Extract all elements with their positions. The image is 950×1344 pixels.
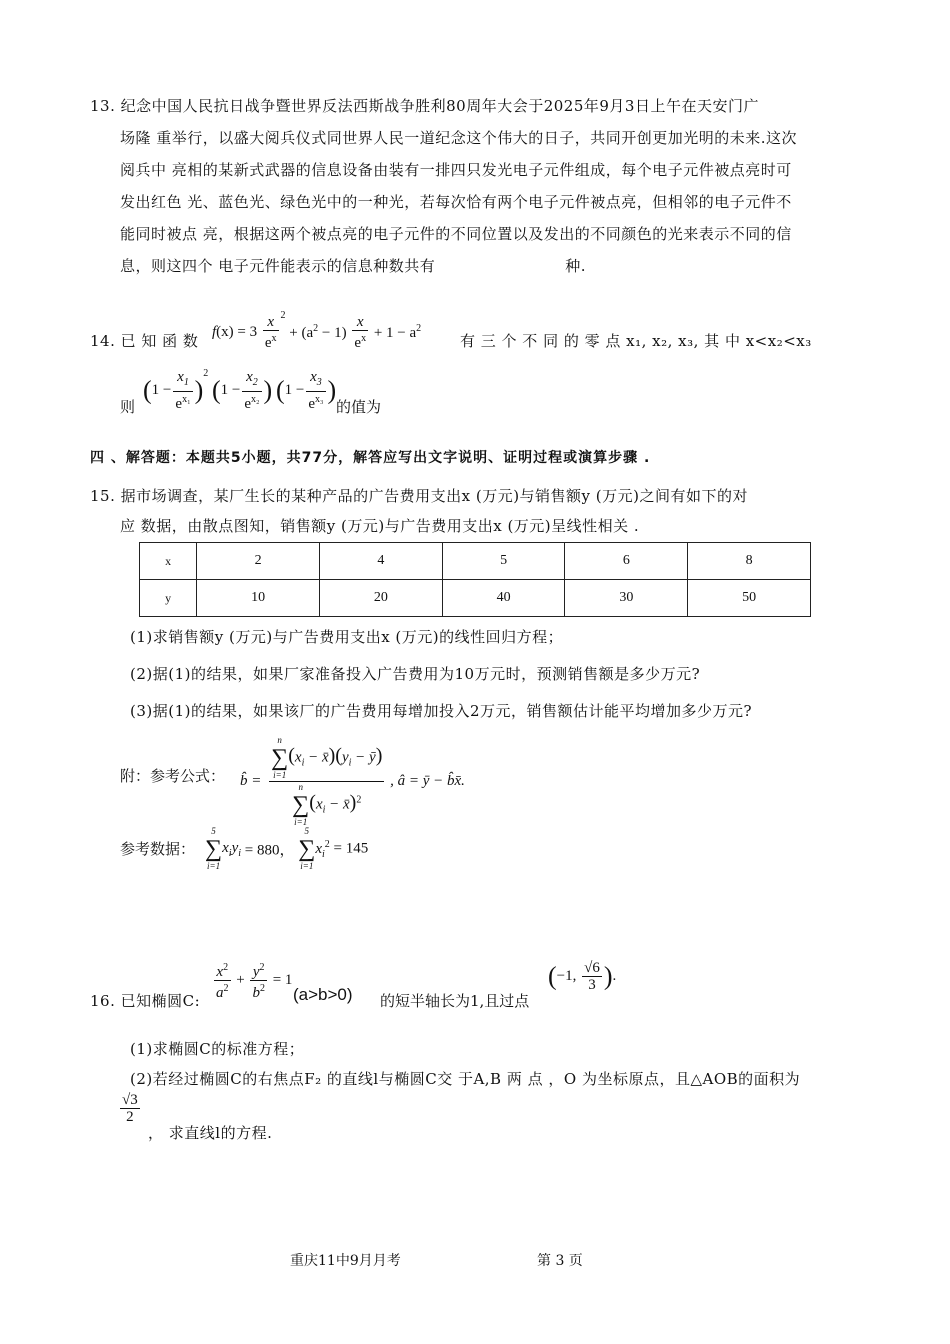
q15-sub-1: (1)求销售额y (万元)与广告费用支出x (万元)的线性回归方程； — [130, 628, 564, 646]
q14-product-formula: (1 − $\frac{x_1}{e^{x_1}}$ )$^2$ (1 − $\frac{x_2}{e^{x_2}}$ ) (1 − $\frac{x_3}{e^{x_3}}$ ) — [143, 368, 337, 413]
table-cell: 5 — [442, 543, 565, 580]
q13-line-2: 场隆 重举行，以盛大阅兵仪式同世界人民一道纪念这个伟大的日子，共同开创更加光明的未来.这次 — [120, 129, 798, 147]
ellipse-condition: (a>b>0) — [293, 985, 353, 1004]
table-cell: 30 — [565, 580, 688, 617]
table-cell: 50 — [688, 580, 811, 617]
q16-prefix: 16. 已知椭圆C: — [90, 992, 201, 1010]
q14-value-text: 的值为 — [336, 398, 382, 416]
table-cell: x — [140, 543, 197, 580]
table-cell: 2 — [197, 543, 320, 580]
table-cell: 10 — [197, 580, 320, 617]
q15-sub-2: (2)据(1)的结果，如果厂家准备投入广告费用为10万元时，预测销售额是多少万元? — [130, 665, 701, 683]
table-cell: 8 — [688, 543, 811, 580]
table-cell: y — [140, 580, 197, 617]
regression-formula: b̂ = n ∑ i=1 ($x_i$ − $x̄)(y_i$ − ȳ) n ∑ i=1 ($x_i$ − x̄)$^2$ , â = ȳ − b̂x̄. — [240, 735, 465, 827]
q15-line-1: 15. 据市场调查，某厂生长的某种产品的广告费用支出x (万元)与销售额y (万元)之间有如下的对 — [90, 487, 749, 505]
q16-sub-1: (1)求椭圆C的标准方程； — [130, 1040, 305, 1058]
table-row-y — [140, 580, 811, 617]
table-cell: 4 — [320, 543, 443, 580]
ellipse-equation: $\frac{x^2}{a^2}$ + $\frac{y^2}{b^2}$ = 1 — [216, 962, 293, 1001]
formula-label: 附：参考公式： — [120, 767, 226, 785]
q14-zeros-text: 有 三 个 不 同 的 零 点 x₁, x₂, x₃, 其 中 x<x₂<x₃ — [460, 332, 812, 350]
q16-sub-2: (2)若经过椭圆C的右焦点F₂ 的直线l与椭圆C交 于A,B 两 点 ，O 为坐标原点，且△AOB的面积为 — [130, 1070, 801, 1088]
q13-tail: 种. — [565, 257, 587, 275]
q13-line-3: 阅兵中 亮相的某新式武器的信息设备由装有一排四只发光电子元件组成，每个电子元件被点亮时可 — [120, 161, 792, 179]
point-coordinates: (−1, $\frac{√6}{3}$ ). — [548, 960, 617, 993]
footer-page-number: 第 3 页 — [537, 1253, 583, 1269]
q13-line-1: 13. 纪念中国人民抗日战争暨世界反法西斯战争胜利80周年大会于2025年9月3日上午在天安门广 — [90, 97, 759, 115]
area-value: $\frac{√3}{2}$ — [122, 1092, 138, 1125]
table-row-x — [140, 543, 811, 580]
q14-then: 则 — [120, 398, 136, 416]
q13-line-6 — [120, 255, 586, 276]
q14-prefix: 14. 已 知 函 数 — [90, 332, 199, 350]
section-4-heading: 四 、解答题：本题共5小题，共77分，解答应写出文字说明、证明过程或演算步骤 . — [90, 450, 651, 466]
q15-line-2: 应 数据，由散点图知，销售额y (万元)与广告费用支出x (万元)呈线性相关 . — [120, 517, 640, 535]
reference-data-formula: 5 ∑ i=1 $x_iy_i = 880$， 5 ∑ i=1 $x_i^2 = 145$ — [205, 826, 369, 871]
footer-exam-name: 重庆11中9月月考 — [290, 1253, 401, 1269]
table-cell: 20 — [320, 580, 443, 617]
q13-line-5: 能同时被点 亮，根据这两个被点亮的电子元件的不同位置以及发出的不同颜色的光来表示不同的信 — [120, 225, 792, 243]
sum-x2-value: = 145 — [333, 840, 369, 857]
sum-xy-value: = 880， — [244, 842, 295, 859]
q15-sub-3: (3)据(1)的结果，如果该厂的广告费用每增加投入2万元，销售额估计能平均增加多少万元? — [130, 702, 753, 720]
q13-line-4: 发出红色 光、蓝色光、绿色光中的一种光，若每次恰有两个电子元件被点亮，但相邻的电子元件不 — [120, 193, 792, 211]
q13-line-6-text: 息，则这四个 电子元件能表示的信息种数共有 — [120, 257, 436, 275]
data-label: 参考数据： — [120, 840, 196, 858]
q16-mid: 的短半轴长为1,且过点 — [380, 992, 530, 1010]
data-table — [139, 542, 811, 617]
q14-function-formula: f(x) = 3 $\frac{x}{e^x}$ $^2 + (a^2 - 1)$ $\frac{x}{e^x}$ + $1 - a^2$ — [212, 310, 422, 352]
table-cell: 40 — [442, 580, 565, 617]
table-cell: 6 — [565, 543, 688, 580]
q16-sub-2-end: ， 求直线l的方程. — [148, 1124, 273, 1142]
